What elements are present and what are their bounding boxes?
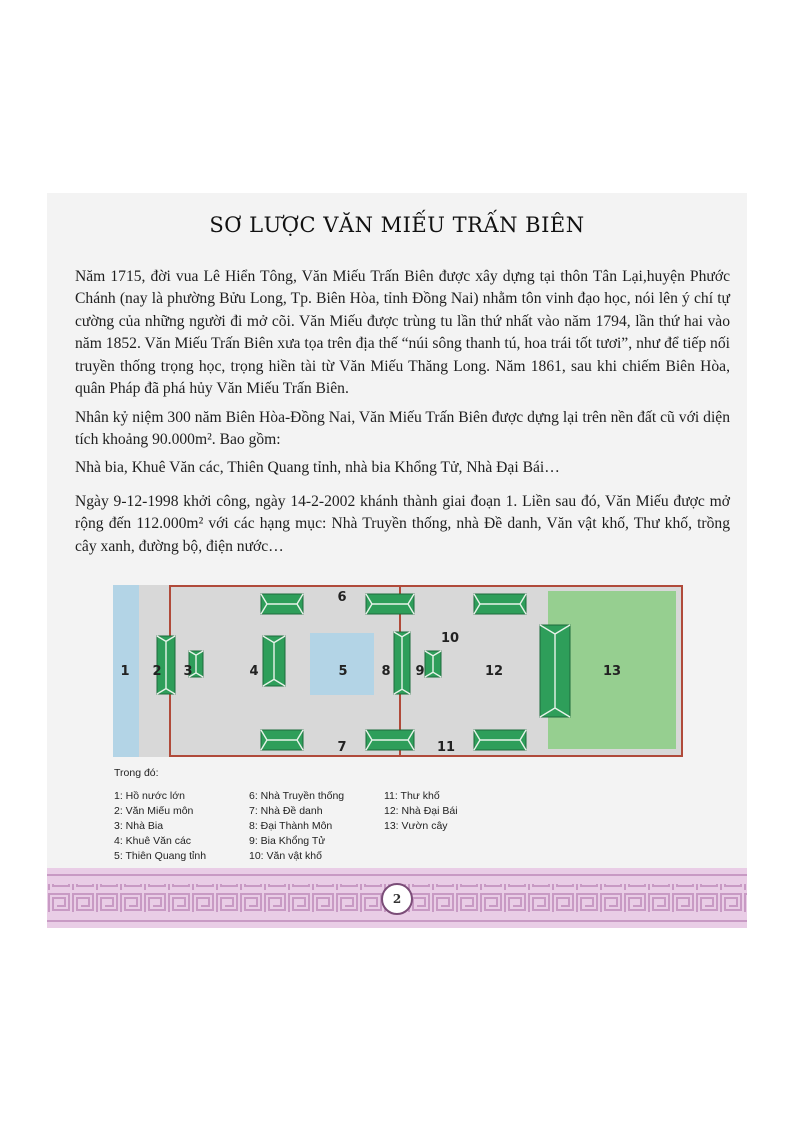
building-thu-kho	[474, 730, 526, 750]
building-khue-van-cac	[263, 636, 285, 686]
plan-label: 10	[440, 631, 460, 646]
legend-item: 9: Bia Khổng Tử	[249, 835, 326, 847]
legend-column	[384, 789, 458, 834]
plan-label: 8	[381, 664, 391, 679]
legend-item: 5: Thiên Quang tỉnh	[114, 850, 207, 862]
paragraph-items: Nhà bia, Khuê Văn các, Thiên Quang tỉnh, nhà bia Khổng Tử, Nhà Đại Bái…	[75, 459, 560, 476]
building-nha-dai-bai	[540, 625, 570, 717]
legend-item: 7: Nhà Đề danh	[249, 805, 323, 817]
legend-column	[114, 789, 206, 864]
building-nha-de-danh	[366, 730, 414, 750]
plan-label: 11	[436, 740, 456, 755]
paragraph-expansion: Ngày 9-12-1998 khởi công, ngày 14-2-2002 khánh thành giai đoạn 1. Liền sau đó, Văn Miếu được mở rộng đến 112.000m² với các hạng mục: Nhà Truyền thống, nhà Đề danh, Văn vật khố, Thư khố, trồng cây xanh, đường bộ, điện nước…	[75, 493, 730, 555]
plan-label: 2	[152, 664, 162, 679]
plan-label: 12	[484, 664, 504, 679]
site-plan	[113, 585, 683, 757]
legend-item: 6: Nhà Truyền thống	[249, 790, 345, 802]
legend-title: Trong đó:	[114, 767, 159, 779]
paragraph-rebuild: Nhân kỷ niệm 300 năm Biên Hòa-Đồng Nai, Văn Miếu Trấn Biên được dựng lại trên nền đất cũ với diện tích khoảng 90.000m². Bao gồm:	[75, 409, 730, 449]
plan-label: 5	[338, 664, 348, 679]
page-number: 2	[381, 883, 413, 915]
building-van-vat-kho	[474, 594, 526, 614]
building-nha-de-danh	[261, 730, 303, 750]
plan-label: 7	[337, 740, 347, 755]
legend-item: 4: Khuê Văn các	[114, 835, 192, 847]
legend-item: 13: Vườn cây	[384, 820, 448, 832]
plan-label: 3	[183, 664, 193, 679]
legend-item: 10: Văn vật khố	[249, 850, 322, 862]
legend-column	[249, 789, 344, 864]
plan-label: 9	[415, 664, 425, 679]
paragraph-history: Năm 1715, đời vua Lê Hiển Tông, Văn Miếu Trấn Biên được xây dựng tại thôn Tân Lại,huyện Phước Chánh (nay là phường Bửu Long, Tp. Biên Hòa, tỉnh Đồng Nai) nhằm tôn vinh đạo học, nói lên ý chí tự cường của những người đi mở cõi. Văn Miếu được trùng tu lần thứ nhất vào năm 1794, lần thứ hai vào năm 1852. Văn Miếu Trấn Biên xưa tọa trên địa thế “núi sông thanh tú, hoa trái tốt tươi”, như để tiếp nối truyền thống trọng học, trọng hiền tài từ Văn Miếu Thăng Long. Năm 1861, sau khi chiếm Biên Hòa, quân Pháp đã phá hủy Văn Miếu Trấn Biên.	[75, 268, 730, 398]
plan-label: 6	[337, 590, 347, 605]
legend-item: 8: Đại Thành Môn	[249, 820, 333, 832]
building-bia-khong-tu	[425, 651, 441, 677]
legend-item: 11: Thư khố	[384, 790, 440, 802]
plan-label: 4	[249, 664, 259, 679]
page-title: SƠ LƯỢC VĂN MIẾU TRẤN BIÊN	[209, 213, 585, 237]
building-nha-truyen-thong	[261, 594, 303, 614]
legend-item: 2: Văn Miếu môn	[114, 805, 194, 817]
legend-item: 12: Nhà Đại Bái	[384, 805, 458, 817]
page	[47, 193, 747, 928]
plan-label: 1	[120, 664, 130, 679]
legend-item: 3: Nhà Bia	[114, 820, 164, 832]
building-nha-truyen-thong	[366, 594, 414, 614]
plan-label: 13	[602, 664, 622, 679]
legend-item: 1: Hồ nước lớn	[114, 790, 185, 802]
building-dai-thanh-mon	[394, 632, 410, 694]
